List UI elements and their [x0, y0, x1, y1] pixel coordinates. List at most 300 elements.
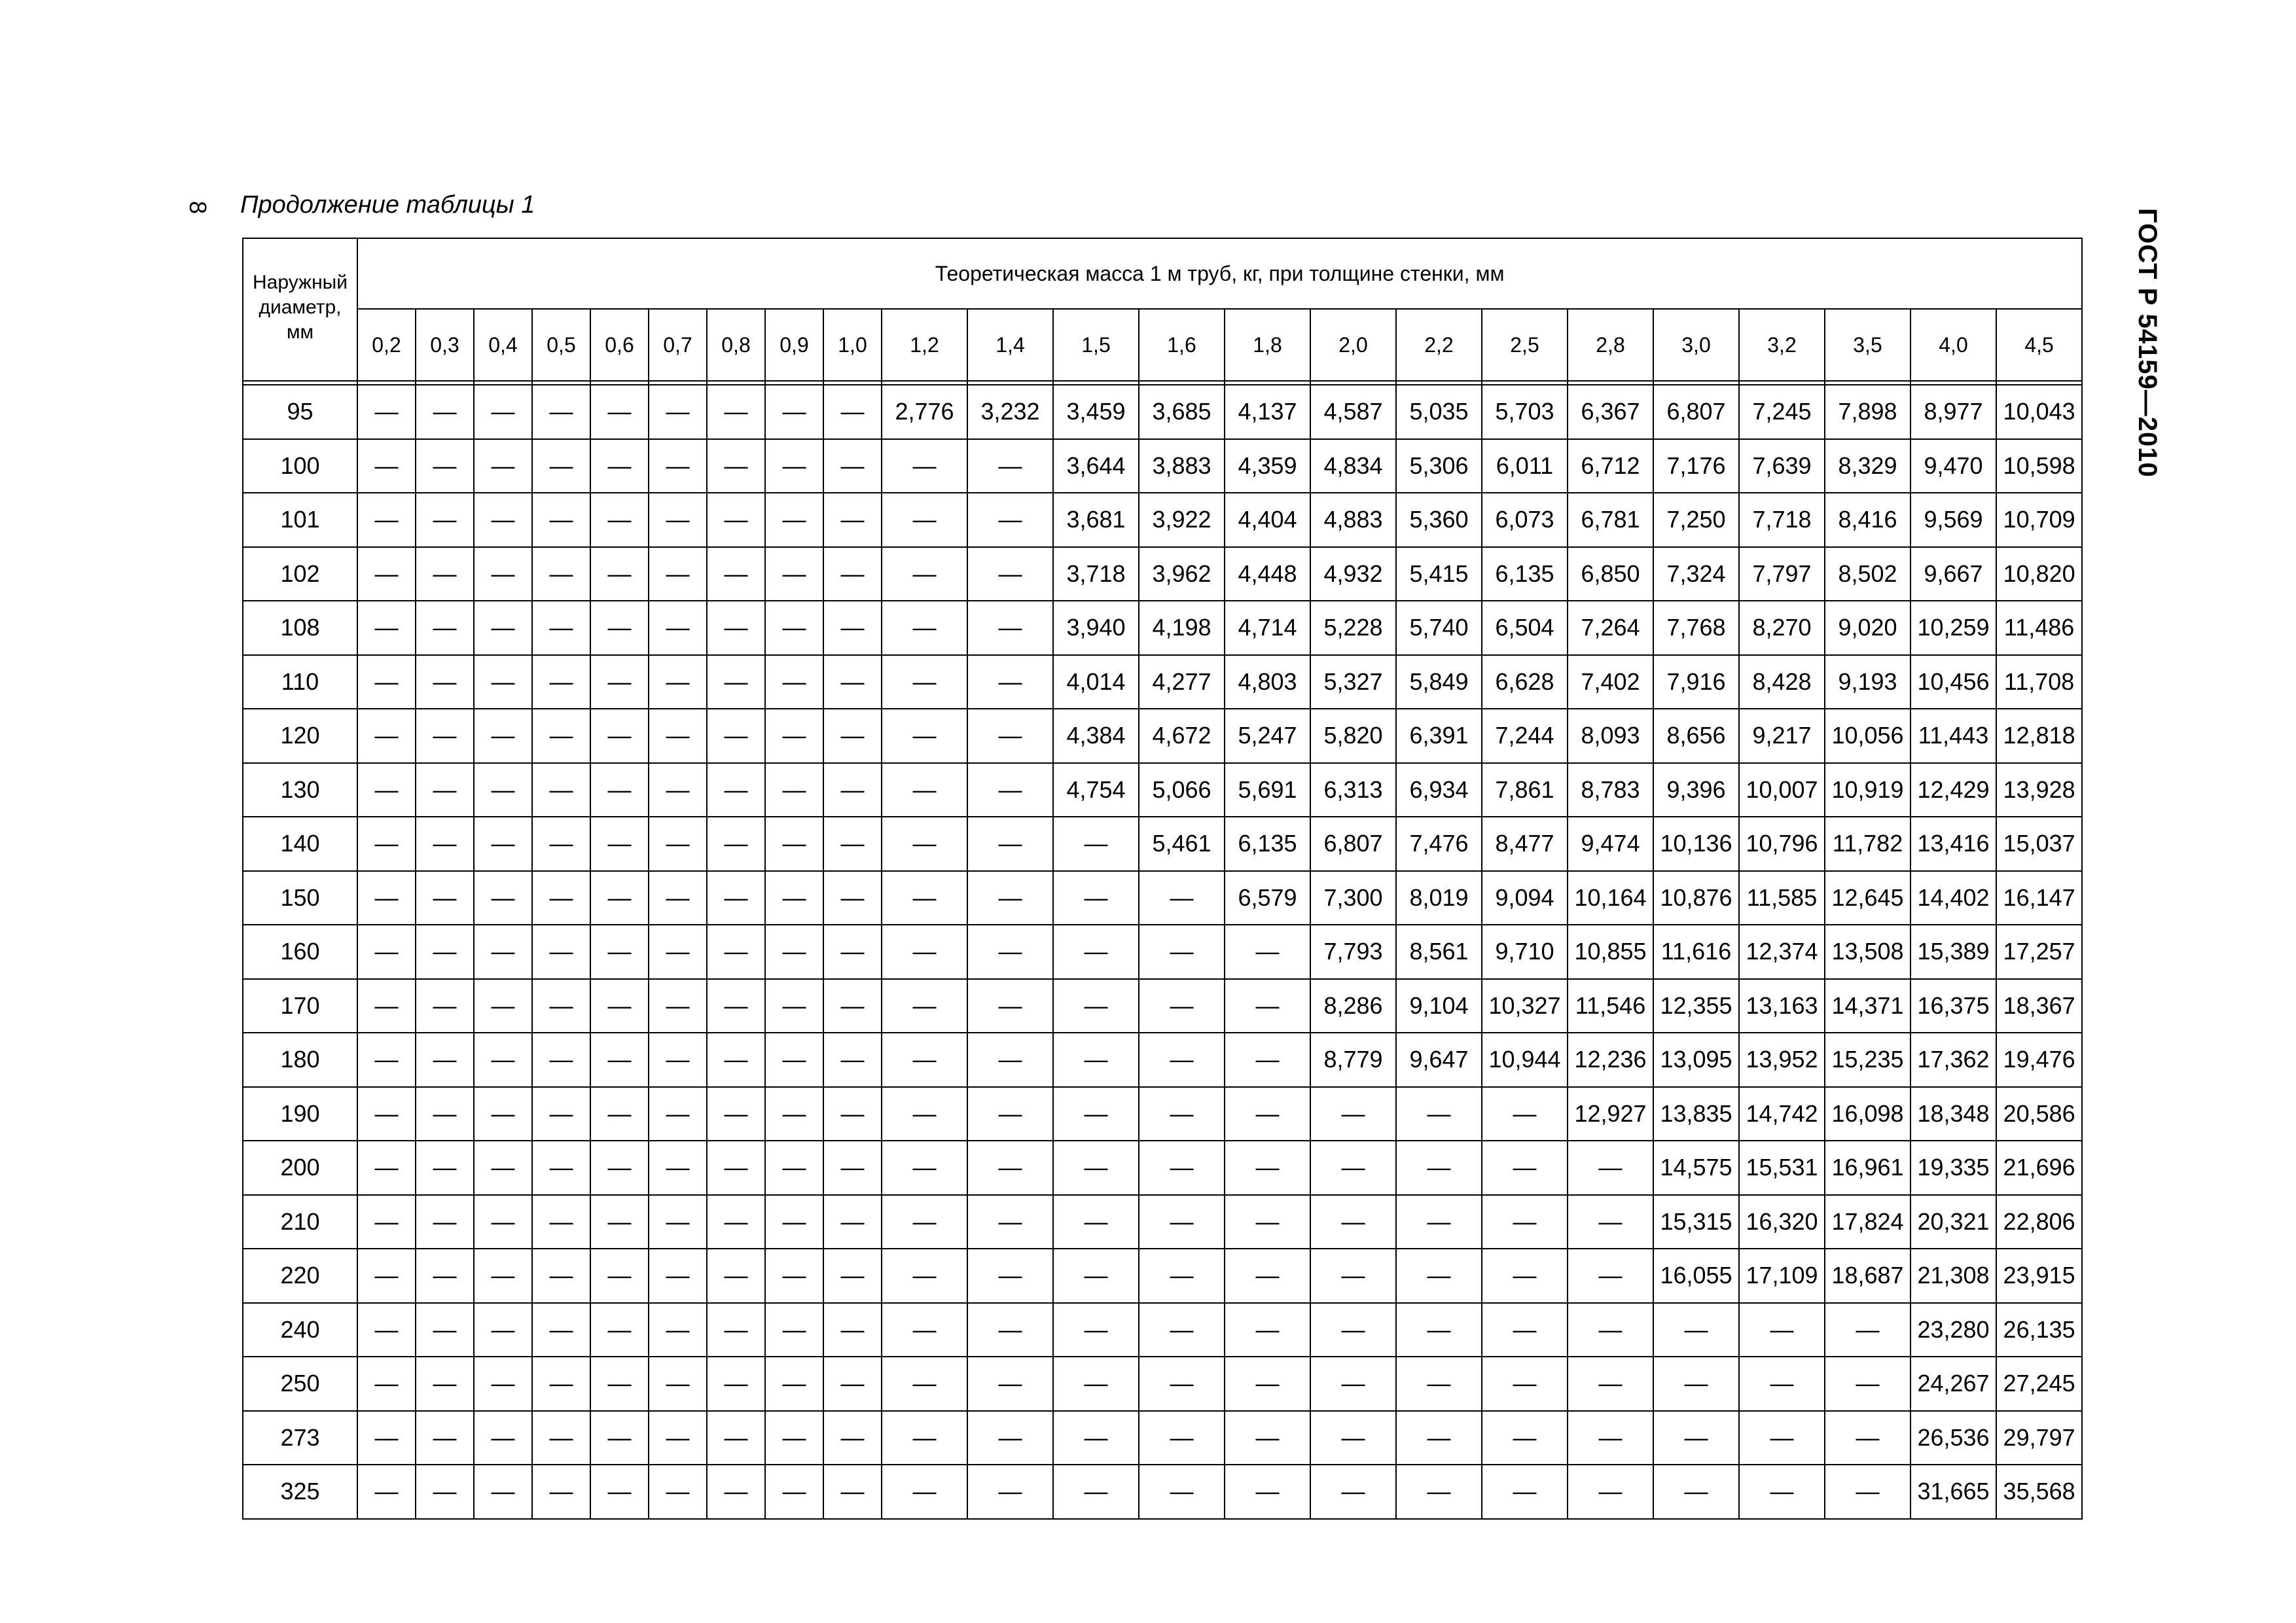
mass-cell: —	[590, 1249, 649, 1303]
mass-cell: —	[357, 979, 416, 1033]
mass-cell: —	[707, 385, 765, 439]
mass-cell: 15,315	[1653, 1195, 1739, 1249]
mass-cell: 13,163	[1739, 979, 1825, 1033]
mass-cell: —	[765, 1033, 823, 1087]
mass-cell: 19,335	[1910, 1141, 1996, 1195]
mass-cell: —	[765, 763, 823, 817]
mass-cell: 8,329	[1825, 439, 1910, 493]
mass-cell: 12,374	[1739, 925, 1825, 979]
table-row	[243, 1033, 2082, 1087]
mass-cell: —	[823, 979, 882, 1033]
mass-cell: 17,109	[1739, 1249, 1825, 1303]
mass-cell: —	[882, 1303, 967, 1357]
mass-cell: —	[532, 1465, 590, 1519]
mass-cell: 13,928	[1996, 763, 2082, 817]
mass-cell: —	[1139, 1141, 1225, 1195]
mass-cell: —	[967, 655, 1053, 709]
mass-cell: —	[1653, 1411, 1739, 1465]
thickness-header: 3,5	[1825, 309, 1910, 381]
table-row	[243, 1249, 2082, 1303]
mass-cell: —	[416, 547, 474, 601]
thickness-header: 1,4	[967, 309, 1053, 381]
mass-cell: 4,137	[1225, 385, 1310, 439]
mass-cell: —	[590, 601, 649, 655]
mass-cell: 4,359	[1225, 439, 1310, 493]
mass-cell: 18,687	[1825, 1249, 1910, 1303]
mass-cell: —	[590, 817, 649, 871]
table-caption: Продолжение таблицы 1	[240, 191, 535, 219]
table-body	[243, 381, 2082, 1519]
mass-cell: —	[882, 1033, 967, 1087]
mass-cell: —	[474, 1303, 532, 1357]
mass-cell: —	[532, 979, 590, 1033]
mass-cell: 6,011	[1482, 439, 1568, 493]
mass-cell: 6,712	[1568, 439, 1653, 493]
mass-cell: —	[1825, 1303, 1910, 1357]
mass-cell: 9,094	[1482, 871, 1568, 925]
table-row	[243, 1357, 2082, 1411]
mass-cell: —	[532, 1411, 590, 1465]
mass-cell: 14,575	[1653, 1141, 1739, 1195]
thickness-header: 1,5	[1053, 309, 1139, 381]
thickness-header: 0,8	[707, 309, 765, 381]
mass-cell: —	[1053, 1195, 1139, 1249]
mass-cell: 7,797	[1739, 547, 1825, 601]
mass-cell: —	[649, 1303, 707, 1357]
mass-cell: —	[882, 1249, 967, 1303]
mass-cell: 9,710	[1482, 925, 1568, 979]
mass-cell: —	[590, 1303, 649, 1357]
mass-cell: —	[1396, 1357, 1482, 1411]
mass-cell: —	[1225, 925, 1310, 979]
mass-cell: —	[474, 1411, 532, 1465]
thickness-header-row	[243, 309, 2082, 381]
mass-cell: —	[357, 1357, 416, 1411]
mass-cell: 5,691	[1225, 763, 1310, 817]
mass-cell: —	[1310, 1141, 1396, 1195]
mass-cell: —	[823, 1141, 882, 1195]
mass-cell: —	[765, 925, 823, 979]
mass-cell: 11,616	[1653, 925, 1739, 979]
mass-cell: 22,806	[1996, 1195, 2082, 1249]
mass-cell: —	[649, 385, 707, 439]
mass-cell: —	[765, 439, 823, 493]
mass-cell: —	[967, 1087, 1053, 1141]
mass-cell: 5,740	[1396, 601, 1482, 655]
mass-cell: —	[590, 1465, 649, 1519]
table-row	[243, 925, 2082, 979]
thickness-header: 2,8	[1568, 309, 1653, 381]
mass-cell: —	[357, 1249, 416, 1303]
mass-cell: —	[765, 1303, 823, 1357]
mass-cell: —	[765, 385, 823, 439]
mass-cell: 7,476	[1396, 817, 1482, 871]
mass-cell: —	[357, 493, 416, 547]
mass-cell: —	[765, 1249, 823, 1303]
mass-cell: 5,415	[1396, 547, 1482, 601]
mass-cell: —	[649, 493, 707, 547]
mass-cell: —	[590, 385, 649, 439]
thickness-header: 0,4	[474, 309, 532, 381]
mass-cell: 14,742	[1739, 1087, 1825, 1141]
mass-cell: —	[967, 1141, 1053, 1195]
diameter-cell: 170	[243, 979, 357, 1033]
mass-cell: 10,056	[1825, 709, 1910, 763]
mass-cell: —	[967, 871, 1053, 925]
mass-cell: —	[590, 1141, 649, 1195]
mass-cell: —	[882, 925, 967, 979]
mass-cell: —	[474, 385, 532, 439]
thickness-header: 0,9	[765, 309, 823, 381]
mass-cell: 12,818	[1996, 709, 2082, 763]
page-number: 8	[185, 200, 212, 215]
diameter-cell: 273	[243, 1411, 357, 1465]
mass-cell: 8,977	[1910, 385, 1996, 439]
mass-cell: 6,807	[1653, 385, 1739, 439]
mass-cell: —	[416, 1465, 474, 1519]
mass-cell: —	[590, 1087, 649, 1141]
mass-cell: —	[1053, 1465, 1139, 1519]
mass-cell: —	[474, 601, 532, 655]
mass-cell: —	[649, 1195, 707, 1249]
mass-cell: —	[967, 1357, 1053, 1411]
mass-cell: —	[590, 439, 649, 493]
mass-cell: —	[823, 547, 882, 601]
mass-cell: 13,416	[1910, 817, 1996, 871]
mass-cell: 4,198	[1139, 601, 1225, 655]
mass-cell: —	[882, 817, 967, 871]
mass-cell: —	[590, 547, 649, 601]
mass-cell: —	[1653, 1303, 1739, 1357]
mass-cell: —	[1825, 1465, 1910, 1519]
mass-cell: 11,546	[1568, 979, 1653, 1033]
mass-cell: —	[823, 655, 882, 709]
table-row	[243, 1087, 2082, 1141]
mass-cell: —	[532, 1087, 590, 1141]
mass-cell: —	[474, 547, 532, 601]
mass-cell: —	[590, 493, 649, 547]
mass-cell: 3,922	[1139, 493, 1225, 547]
diameter-cell: 150	[243, 871, 357, 925]
mass-cell: —	[416, 817, 474, 871]
mass-cell: 4,803	[1225, 655, 1310, 709]
mass-cell: 17,257	[1996, 925, 2082, 979]
mass-cell: —	[357, 655, 416, 709]
mass-cell: —	[882, 763, 967, 817]
mass-cell: 12,645	[1825, 871, 1910, 925]
mass-cell: —	[1568, 1357, 1653, 1411]
mass-cell: —	[474, 709, 532, 763]
mass-cell: 8,093	[1568, 709, 1653, 763]
mass-cell: —	[765, 871, 823, 925]
mass-cell: 3,685	[1139, 385, 1225, 439]
mass-cell: —	[1396, 1303, 1482, 1357]
mass-cell: —	[532, 763, 590, 817]
table-row	[243, 709, 2082, 763]
mass-cell: —	[532, 1303, 590, 1357]
mass-cell: 7,245	[1739, 385, 1825, 439]
mass-cell: 5,360	[1396, 493, 1482, 547]
mass-cell: 18,348	[1910, 1087, 1996, 1141]
mass-cell: —	[416, 655, 474, 709]
mass-cell: —	[357, 547, 416, 601]
group-header: Теоретическая масса 1 м труб, кг, при толщине стенки, мм	[357, 238, 2082, 309]
thickness-header: 3,0	[1653, 309, 1739, 381]
mass-cell: —	[474, 1249, 532, 1303]
mass-cell: 8,779	[1310, 1033, 1396, 1087]
mass-cell: —	[707, 817, 765, 871]
mass-cell: 6,135	[1225, 817, 1310, 871]
mass-cell: 11,708	[1996, 655, 2082, 709]
mass-cell: —	[416, 1249, 474, 1303]
mass-cell: —	[823, 1195, 882, 1249]
diameter-cell: 240	[243, 1303, 357, 1357]
mass-cell: —	[649, 763, 707, 817]
thickness-header: 4,5	[1996, 309, 2082, 381]
mass-cell: —	[765, 655, 823, 709]
mass-cell: —	[590, 1357, 649, 1411]
mass-cell: 5,066	[1139, 763, 1225, 817]
mass-cell: —	[1482, 1195, 1568, 1249]
mass-cell: 19,476	[1996, 1033, 2082, 1087]
mass-cell: 11,443	[1910, 709, 1996, 763]
mass-cell: —	[882, 493, 967, 547]
mass-cell: —	[416, 439, 474, 493]
mass-cell: —	[649, 439, 707, 493]
mass-cell: —	[357, 1195, 416, 1249]
mass-cell: —	[1568, 1141, 1653, 1195]
mass-cell: —	[416, 925, 474, 979]
mass-cell: 23,915	[1996, 1249, 2082, 1303]
mass-cell: —	[1053, 1141, 1139, 1195]
mass-cell: —	[967, 1195, 1053, 1249]
mass-cell: —	[707, 601, 765, 655]
table-row	[243, 817, 2082, 871]
mass-cell: —	[1053, 817, 1139, 871]
mass-cell: 7,768	[1653, 601, 1739, 655]
table-row	[243, 1141, 2082, 1195]
mass-cell: —	[357, 1303, 416, 1357]
mass-cell: 10,598	[1996, 439, 2082, 493]
mass-cell: —	[823, 1465, 882, 1519]
mass-cell: —	[649, 1087, 707, 1141]
mass-cell: 7,176	[1653, 439, 1739, 493]
mass-cell: —	[590, 763, 649, 817]
mass-cell: —	[765, 1411, 823, 1465]
mass-cell: —	[1568, 1411, 1653, 1465]
mass-cell: —	[967, 601, 1053, 655]
mass-cell: 10,456	[1910, 655, 1996, 709]
mass-cell: —	[357, 1033, 416, 1087]
mass-cell: —	[474, 493, 532, 547]
mass-cell: —	[1139, 925, 1225, 979]
mass-cell: —	[1396, 1465, 1482, 1519]
mass-cell: 5,247	[1225, 709, 1310, 763]
mass-cell: —	[823, 871, 882, 925]
mass-cell: —	[1139, 1303, 1225, 1357]
mass-cell: 16,098	[1825, 1087, 1910, 1141]
mass-cell: 3,962	[1139, 547, 1225, 601]
mass-cell: 4,404	[1225, 493, 1310, 547]
mass-cell: 17,362	[1910, 1033, 1996, 1087]
mass-cell: 7,718	[1739, 493, 1825, 547]
thickness-header: 1,2	[882, 309, 967, 381]
diameter-cell: 210	[243, 1195, 357, 1249]
mass-cell: —	[1225, 1465, 1310, 1519]
mass-cell: —	[765, 1195, 823, 1249]
thickness-header: 2,5	[1482, 309, 1568, 381]
mass-cell: —	[590, 1195, 649, 1249]
mass-cell: —	[707, 871, 765, 925]
mass-cell: 4,932	[1310, 547, 1396, 601]
mass-cell: 10,796	[1739, 817, 1825, 871]
mass-cell: 6,579	[1225, 871, 1310, 925]
mass-cell: 24,267	[1910, 1357, 1996, 1411]
mass-cell: 21,308	[1910, 1249, 1996, 1303]
mass-cell: 5,306	[1396, 439, 1482, 493]
mass-cell: —	[765, 493, 823, 547]
mass-cell: 5,820	[1310, 709, 1396, 763]
mass-cell: —	[649, 871, 707, 925]
mass-cell: —	[882, 1411, 967, 1465]
table-row	[243, 439, 2082, 493]
thickness-header: 2,2	[1396, 309, 1482, 381]
mass-cell: —	[532, 601, 590, 655]
mass-cell: —	[416, 1195, 474, 1249]
mass-cell: —	[1139, 1465, 1225, 1519]
mass-cell: —	[1139, 1357, 1225, 1411]
mass-cell: —	[474, 817, 532, 871]
mass-cell: 4,014	[1053, 655, 1139, 709]
mass-cell: —	[823, 763, 882, 817]
mass-cell: —	[649, 547, 707, 601]
table-row	[243, 1465, 2082, 1519]
diameter-cell: 95	[243, 385, 357, 439]
mass-cell: 3,644	[1053, 439, 1139, 493]
mass-cell: 12,927	[1568, 1087, 1653, 1141]
mass-cell: —	[765, 1087, 823, 1141]
mass-cell: 26,135	[1996, 1303, 2082, 1357]
mass-cell: —	[416, 763, 474, 817]
mass-cell: —	[1053, 1033, 1139, 1087]
mass-cell: —	[474, 1195, 532, 1249]
mass-cell: —	[649, 601, 707, 655]
mass-cell: —	[882, 439, 967, 493]
mass-cell: 11,782	[1825, 817, 1910, 871]
diameter-cell: 102	[243, 547, 357, 601]
mass-cell: —	[1653, 1357, 1739, 1411]
mass-cell: —	[474, 1087, 532, 1141]
mass-cell: —	[882, 1465, 967, 1519]
mass-cell: —	[649, 1033, 707, 1087]
mass-cell: —	[532, 1249, 590, 1303]
table-row	[243, 1411, 2082, 1465]
mass-cell: —	[357, 925, 416, 979]
mass-cell: —	[357, 1141, 416, 1195]
mass-cell: —	[649, 1357, 707, 1411]
mass-cell: —	[590, 979, 649, 1033]
mass-cell: —	[765, 979, 823, 1033]
mass-cell: —	[1225, 1087, 1310, 1141]
mass-cell: —	[823, 493, 882, 547]
mass-cell: —	[823, 1087, 882, 1141]
mass-cell: —	[1053, 1411, 1139, 1465]
mass-cell: —	[882, 709, 967, 763]
mass-cell: 20,586	[1996, 1087, 2082, 1141]
mass-cell: —	[357, 1465, 416, 1519]
mass-cell: 18,367	[1996, 979, 2082, 1033]
mass-cell: —	[823, 1357, 882, 1411]
mass-cell: —	[590, 871, 649, 925]
mass-cell: —	[590, 925, 649, 979]
mass-cell: —	[765, 1465, 823, 1519]
mass-cell: 10,007	[1739, 763, 1825, 817]
mass-cell: 9,569	[1910, 493, 1996, 547]
mass-cell: —	[1139, 1249, 1225, 1303]
mass-cell: —	[357, 871, 416, 925]
mass-cell: —	[823, 1303, 882, 1357]
mass-cell: —	[967, 1411, 1053, 1465]
mass-cell: 4,587	[1310, 385, 1396, 439]
mass-cell: 9,667	[1910, 547, 1996, 601]
mass-cell: 17,824	[1825, 1195, 1910, 1249]
mass-cell: —	[1482, 1465, 1568, 1519]
thickness-header: 0,7	[649, 309, 707, 381]
thickness-header: 1,0	[823, 309, 882, 381]
mass-cell: —	[416, 1411, 474, 1465]
mass-cell: —	[649, 1141, 707, 1195]
mass-cell: 5,849	[1396, 655, 1482, 709]
mass-cell: 3,232	[967, 385, 1053, 439]
diameter-cell: 108	[243, 601, 357, 655]
mass-cell: —	[357, 763, 416, 817]
mass-cell: 4,448	[1225, 547, 1310, 601]
mass-cell: —	[967, 763, 1053, 817]
mass-cell: —	[532, 493, 590, 547]
mass-cell: —	[357, 817, 416, 871]
mass-cell: —	[1225, 1303, 1310, 1357]
mass-cell: 7,250	[1653, 493, 1739, 547]
mass-cell: —	[532, 709, 590, 763]
table-row	[243, 871, 2082, 925]
mass-cell: —	[1396, 1249, 1482, 1303]
mass-cell: —	[1739, 1411, 1825, 1465]
mass-cell: 10,136	[1653, 817, 1739, 871]
mass-cell: —	[590, 655, 649, 709]
mass-cell: 10,709	[1996, 493, 2082, 547]
mass-cell: —	[823, 709, 882, 763]
mass-cell: —	[532, 1357, 590, 1411]
mass-cell: —	[823, 1249, 882, 1303]
mass-cell: —	[765, 1141, 823, 1195]
mass-cell: —	[882, 1195, 967, 1249]
mass-cell: —	[416, 385, 474, 439]
mass-cell: 29,797	[1996, 1411, 2082, 1465]
mass-cell: 10,259	[1910, 601, 1996, 655]
mass-cell: 21,696	[1996, 1141, 2082, 1195]
mass-cell: —	[1396, 1141, 1482, 1195]
mass-cell: 9,396	[1653, 763, 1739, 817]
mass-cell: —	[765, 601, 823, 655]
mass-cell: 7,324	[1653, 547, 1739, 601]
mass-cell: 9,470	[1910, 439, 1996, 493]
mass-cell: —	[1310, 1195, 1396, 1249]
mass-cell: —	[1568, 1249, 1653, 1303]
mass-cell: 9,217	[1739, 709, 1825, 763]
mass-cell: —	[474, 871, 532, 925]
mass-cell: —	[707, 1411, 765, 1465]
mass-cell: —	[967, 493, 1053, 547]
